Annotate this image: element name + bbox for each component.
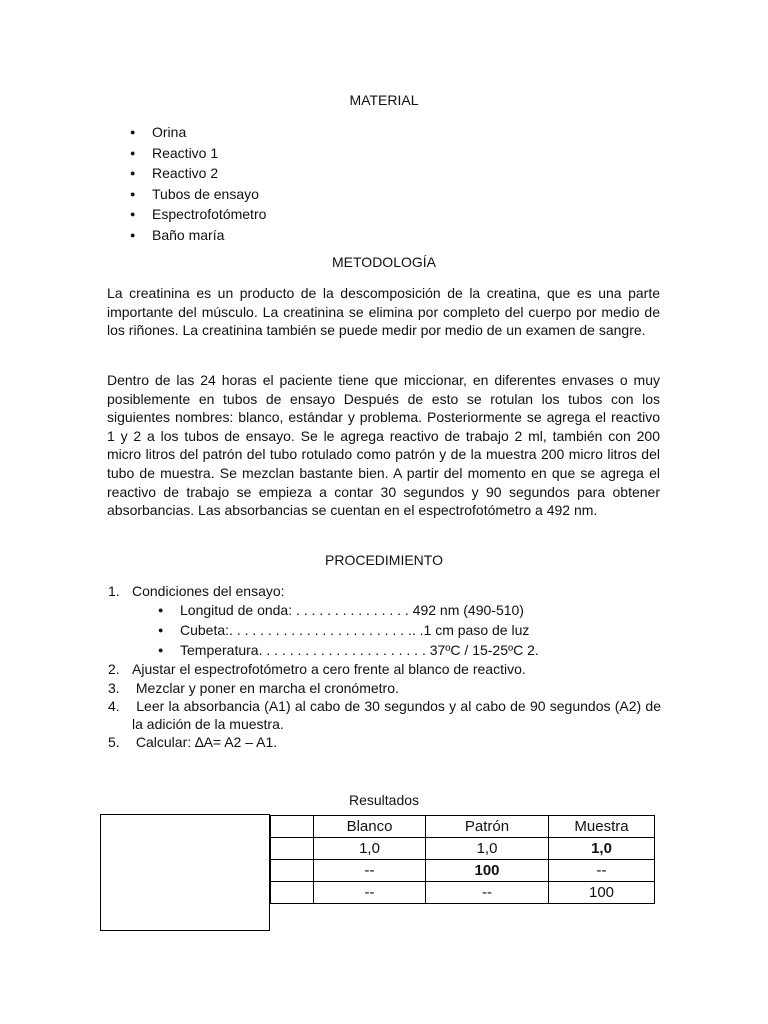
list-item: ● Tubos de ensayo — [130, 184, 266, 205]
conditions-list — [108, 600, 661, 660]
step-item — [108, 697, 661, 734]
results-title: Resultados — [348, 792, 420, 808]
step-number: 1. — [108, 583, 120, 599]
empty-box — [100, 814, 270, 931]
list-item: ● Reactivo 2 — [130, 163, 266, 184]
paragraph-method: Dentro de las 24 horas el paciente tiene que miccionar, en diferentes envases o muy posiblemente en tubos de ensayo Después de esto se rotulan los tubos con los siguientes nombres: blanco, estándar y problema. Posteriormente se agrega el reactivo 1 y 2 a los tubos de ensayo. Se le agrega reactivo de trabajo 2 ml, también con 200 micro litros del patrón del tubo rotulado como patrón y de la muestra 200 micro litros del tubo de muestra. Se mezclan bastante bien. A partir del momento en que se agrega el reactivo de trabajo se empieza a contar 30 segundos y 90 segundos para obtener absorbancias. Las absorbancias se cuentan en el espectrofotómetro a 492 nm. — [107, 372, 660, 519]
step-number: 5. — [108, 734, 120, 751]
step-text: Leer la absorbancia (A1) al cabo de 30 segundos y al cabo de 90 segundos (A2) de la adición de la muestra. — [132, 697, 661, 733]
materials-list — [130, 122, 266, 245]
step-item — [108, 660, 661, 678]
heading-procedimiento: PROCEDIMIENTO — [325, 552, 443, 568]
table-row — [271, 882, 655, 904]
table-cell: 1,0 — [314, 838, 426, 860]
table-header-cell — [271, 816, 314, 838]
table-header-row — [271, 816, 655, 838]
list-item: ● Espectrofotómetro — [130, 204, 266, 225]
step-text: Ajustar el espectrofotómetro a cero frente al blanco de reactivo. — [132, 661, 526, 678]
step-number: 3. — [108, 679, 120, 696]
table-cell — [271, 860, 314, 882]
step-number: 2. — [108, 661, 120, 678]
table-header-cell: Muestra — [549, 816, 655, 838]
table-cell: 100 — [426, 860, 549, 882]
table-header-cell: Patrón — [426, 816, 549, 838]
heading-material: MATERIAL — [349, 92, 419, 108]
table-row — [271, 838, 655, 860]
table-header-cell: Blanco — [314, 816, 426, 838]
table-cell: 1,0 — [549, 838, 655, 860]
table-cell: -- — [314, 882, 426, 904]
list-item: ● Reactivo 1 — [130, 143, 266, 164]
table-cell: -- — [426, 882, 549, 904]
paragraph-intro: La creatinina es un producto de la descomposición de la creatina, que es una parte importante del músculo. La creatinina se elimina por completo del cuerpo por medio de los riñones. La creatinina también se puede medir por medio de un examen de sangre. — [107, 285, 660, 339]
step-text: Calcular: ∆A= A2 – A1. — [132, 734, 278, 751]
step-item — [108, 679, 661, 697]
list-item: ● Orina — [130, 122, 266, 143]
step-text: Mezclar y poner en marcha el cronómetro. — [132, 679, 399, 696]
table-cell: -- — [314, 860, 426, 882]
table-cell: -- — [549, 860, 655, 882]
condition-item: ● Cubeta:. . . . . . . . . . . . . . . . . . . . . . . .. .1 cm paso de luz — [158, 620, 661, 640]
table-cell: 100 — [549, 882, 655, 904]
step-item — [108, 733, 661, 751]
step-item — [108, 582, 661, 660]
table-cell: 1,0 — [426, 838, 549, 860]
condition-item: ● Temperatura. . . . . . . . . . . . . . . . . . . . . . 37ºC / 15-25ºC 2. — [158, 640, 661, 660]
results-table — [270, 815, 655, 904]
table-cell — [271, 882, 314, 904]
step-text: Condiciones del ensayo: — [132, 583, 285, 599]
step-number: 4. — [108, 697, 120, 714]
heading-metodologia: METODOLOGÍA — [332, 254, 436, 270]
procedure-steps — [108, 582, 661, 752]
table-row — [271, 860, 655, 882]
condition-item: ● Longitud de onda: . . . . . . . . . . . . . . . 492 nm (490-510) — [158, 600, 661, 620]
table-cell — [271, 838, 314, 860]
list-item: ● Baño maría — [130, 225, 266, 246]
